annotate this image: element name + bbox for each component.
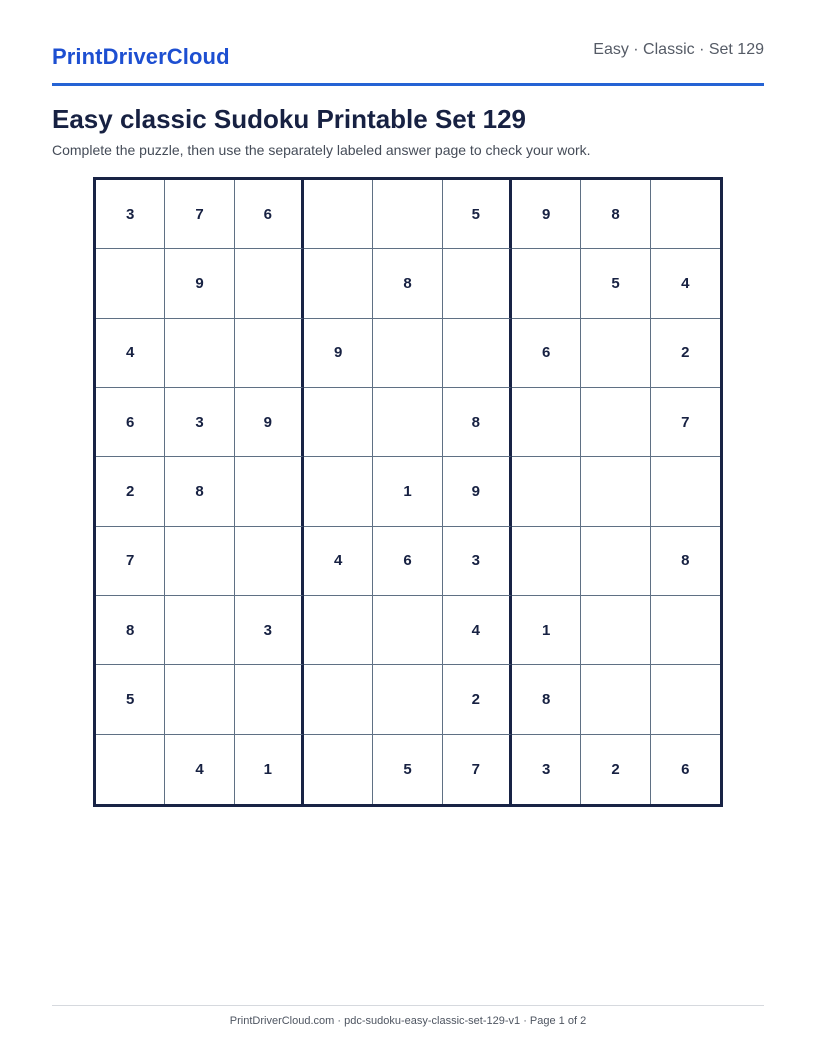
sudoku-cell-r5-c2: 8 bbox=[165, 457, 234, 526]
sudoku-cell-r5-c5: 1 bbox=[373, 457, 442, 526]
sudoku-cell-r1-c5 bbox=[373, 180, 442, 249]
sudoku-cell-r9-c2: 4 bbox=[165, 735, 234, 804]
sudoku-cell-r3-c8 bbox=[581, 319, 650, 388]
sudoku-cell-r2-c4 bbox=[304, 249, 373, 318]
sudoku-cell-r2-c6 bbox=[443, 249, 512, 318]
sudoku-cell-r7-c5 bbox=[373, 596, 442, 665]
sudoku-cell-r6-c7 bbox=[512, 527, 581, 596]
sudoku-cell-r1-c6: 5 bbox=[443, 180, 512, 249]
sudoku-cell-r3-c7: 6 bbox=[512, 319, 581, 388]
sudoku-cell-r4-c1: 6 bbox=[96, 388, 165, 457]
sudoku-cell-r1-c8: 8 bbox=[581, 180, 650, 249]
sudoku-cell-r3-c2 bbox=[165, 319, 234, 388]
sudoku-cell-r1-c1: 3 bbox=[96, 180, 165, 249]
sudoku-cell-r6-c3 bbox=[235, 527, 304, 596]
sudoku-cell-r5-c4 bbox=[304, 457, 373, 526]
sudoku-cell-r7-c7: 1 bbox=[512, 596, 581, 665]
sudoku-cell-r5-c8 bbox=[581, 457, 650, 526]
sudoku-cell-r6-c9: 8 bbox=[651, 527, 720, 596]
sudoku-cell-r3-c3 bbox=[235, 319, 304, 388]
sudoku-cell-r7-c9 bbox=[651, 596, 720, 665]
sudoku-cell-r3-c5 bbox=[373, 319, 442, 388]
sudoku-cell-r6-c4: 4 bbox=[304, 527, 373, 596]
sudoku-cell-r9-c7: 3 bbox=[512, 735, 581, 804]
sudoku-cell-r7-c8 bbox=[581, 596, 650, 665]
sudoku-cell-r6-c2 bbox=[165, 527, 234, 596]
sudoku-cell-r9-c9: 6 bbox=[681, 760, 690, 778]
sudoku-cell-r4-c5 bbox=[373, 388, 442, 457]
sudoku-cell-r3-c1: 4 bbox=[96, 319, 165, 388]
puzzle-meta: Easy · Classic · Set 129 bbox=[593, 41, 764, 58]
sudoku-cell-r7-c2 bbox=[165, 596, 234, 665]
sudoku-cell-r9-c4 bbox=[304, 735, 373, 804]
page-subtitle: Complete the puzzle, then use the separately labeled answer page to check your work. bbox=[52, 142, 591, 158]
sudoku-cell-r4-c4 bbox=[304, 388, 373, 457]
sudoku-cell-r9-c8: 2 bbox=[581, 735, 650, 804]
sudoku-cell-r9-c5: 5 bbox=[373, 735, 442, 804]
sudoku-cell-r8-c3 bbox=[235, 665, 304, 734]
sudoku-cell-r2-c9: 4 bbox=[651, 249, 720, 318]
sudoku-cell-r3-c4: 9 bbox=[304, 319, 373, 388]
sudoku-cell-r5-c7 bbox=[512, 457, 581, 526]
sudoku-cell-r2-c3 bbox=[235, 249, 304, 318]
sudoku-cell-r1-c9 bbox=[651, 180, 720, 249]
sudoku-cell-r1-c4 bbox=[304, 180, 373, 249]
sudoku-cell-r6-c5: 6 bbox=[373, 527, 442, 596]
sudoku-cell-r8-c2 bbox=[165, 665, 234, 734]
sudoku-cell-r1-c2: 7 bbox=[165, 180, 234, 249]
page-title: Easy classic Sudoku Printable Set 129 bbox=[52, 104, 527, 134]
sudoku-cell-r6-c8 bbox=[581, 527, 650, 596]
sudoku-cell-r7-c6: 4 bbox=[443, 596, 512, 665]
sudoku-cell-r2-c7 bbox=[512, 249, 581, 318]
sudoku-cell-r6-c6: 3 bbox=[443, 527, 512, 596]
sudoku-cell-r1-c7: 9 bbox=[512, 180, 581, 249]
sudoku-cell-r5-c6: 9 bbox=[443, 457, 512, 526]
sudoku-cell-r3-c9: 2 bbox=[651, 319, 720, 388]
sudoku-cell-r8-c6: 2 bbox=[443, 665, 512, 734]
sudoku-cell-r7-c3: 3 bbox=[235, 596, 304, 665]
sudoku-cell-r8-c9 bbox=[651, 665, 720, 734]
sudoku-cell-r7-c4 bbox=[304, 596, 373, 665]
sudoku-cell-r4-c3: 9 bbox=[235, 388, 304, 457]
sudoku-cell-r5-c1: 2 bbox=[96, 457, 165, 526]
sudoku-cell-r2-c1 bbox=[96, 249, 165, 318]
sudoku-cell-r8-c4 bbox=[304, 665, 373, 734]
sudoku-cell-r9-c3: 1 bbox=[235, 735, 304, 804]
sudoku-cell-r8-c8 bbox=[581, 665, 650, 734]
sudoku-cell-r9-c1 bbox=[96, 735, 165, 804]
brand-logo-text: PrintDriverCloud bbox=[52, 44, 230, 69]
sudoku-cell-r3-c6 bbox=[443, 319, 512, 388]
page-footer: PrintDriverCloud.com · pdc-sudoku-easy-classic-set-129-v1 · Page 1 of 2 bbox=[52, 1005, 764, 1027]
page-header bbox=[52, 0, 764, 86]
sudoku-cell-r8-c5 bbox=[373, 665, 442, 734]
sudoku-cell-r1-c3: 6 bbox=[235, 180, 304, 249]
sudoku-cell-r9-c6: 7 bbox=[443, 735, 512, 804]
sudoku-cell-r2-c8: 5 bbox=[581, 249, 650, 318]
sudoku-cell-r4-c6: 8 bbox=[443, 388, 512, 457]
sudoku-cell-r5-c9 bbox=[651, 457, 720, 526]
sudoku-cell-r4-c9: 7 bbox=[651, 388, 720, 457]
sudoku-cell-r4-c2: 3 bbox=[165, 388, 234, 457]
sudoku-cell-r7-c1: 8 bbox=[96, 596, 165, 665]
sudoku-grid bbox=[93, 177, 723, 807]
sudoku-cell-r6-c1: 7 bbox=[96, 527, 165, 596]
sudoku-cell-r4-c7 bbox=[512, 388, 581, 457]
sudoku-cell-r8-c7: 8 bbox=[512, 665, 581, 734]
sudoku-cell-r2-c2: 9 bbox=[165, 249, 234, 318]
sudoku-cell-r4-c8 bbox=[581, 388, 650, 457]
sudoku-cell-r2-c5: 8 bbox=[373, 249, 442, 318]
sudoku-cell-r5-c3 bbox=[235, 457, 304, 526]
sudoku-cell-r8-c1: 5 bbox=[96, 665, 165, 734]
